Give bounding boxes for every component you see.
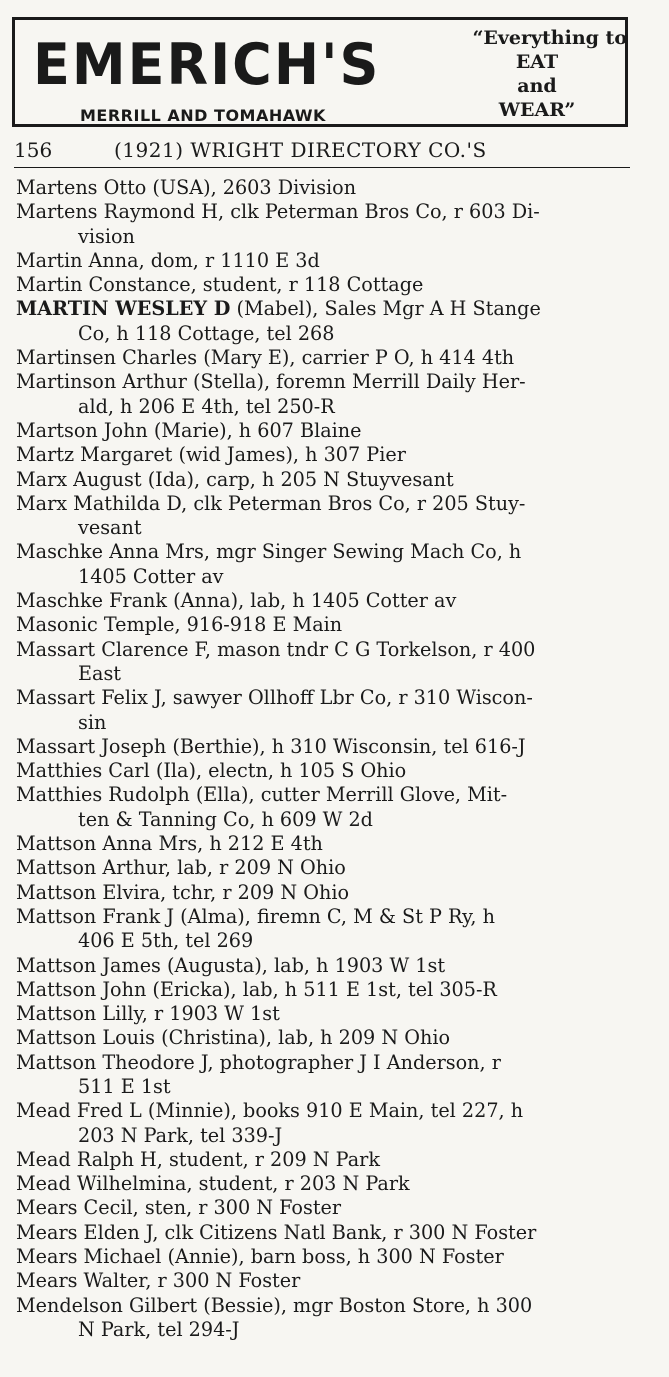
entry-line: Mattson Frank J (Alma), firemn C, M & St P Ry, h	[16, 904, 495, 928]
entry-continuation: ten & Tanning Co, h 609 W 2d	[78, 807, 373, 831]
entry-line: Maschke Anna Mrs, mgr Singer Sewing Mach Co, h	[16, 540, 522, 564]
ad-slogan	[447, 26, 627, 122]
entry-line: Mead Wilhelmina, student, r 203 N Park	[16, 1172, 410, 1196]
entry-continuation: East	[78, 661, 122, 685]
directory-entry	[16, 978, 638, 1002]
entry-line: Maschke Frank (Anna), lab, h 1405 Cotter av	[16, 589, 457, 613]
directory-entry	[16, 419, 638, 443]
directory-entry	[16, 735, 638, 759]
entry-line: Matthies Carl (Ila), electn, h 105 S Ohio	[16, 759, 407, 783]
entry-line: Matthies Rudolph (Ella), cutter Merrill Glove, Mit-	[16, 783, 508, 807]
ad-slogan-line-2: EAT	[515, 51, 559, 73]
entry-line: Marx Mathilda D, clk Peterman Bros Co, r 205 Stuy-	[16, 491, 526, 515]
entry-continuation: sin	[78, 710, 107, 734]
emerichs-advertisement	[12, 17, 628, 127]
entry-line: Mears Cecil, sten, r 300 N Foster	[16, 1196, 342, 1220]
entry-continuation: 511 E 1st	[78, 1074, 171, 1098]
entry-line: Mead Fred L (Minnie), books 910 E Main, tel 227, h	[16, 1099, 524, 1123]
directory-entry	[16, 273, 638, 297]
entry-continuation: vesant	[78, 516, 142, 540]
entry-line: Massart Clarence F, mason tndr C G Torkelson, r 400	[16, 637, 536, 661]
directory-entry	[16, 783, 638, 832]
entry-line: Martinsen Charles (Mary E), carrier P O, h 414 4th	[16, 346, 515, 370]
entry-line: MARTIN WESLEY D (Mabel), Sales Mgr A H Stange	[16, 297, 541, 321]
ad-business-name: EMERICH'S	[33, 31, 381, 98]
directory-entry	[16, 759, 638, 783]
entry-line: Martens Otto (USA), 2603 Division	[16, 176, 357, 199]
directory-entry	[16, 200, 638, 249]
directory-entry	[16, 1051, 638, 1100]
ad-slogan-line-1: “Everything to	[472, 27, 627, 49]
entry-continuation: N Park, tel 294-J	[78, 1317, 240, 1341]
entry-line: Mattson Lilly, r 1903 W 1st	[16, 1002, 280, 1026]
directory-entry	[16, 1245, 638, 1269]
directory-entry	[16, 249, 638, 273]
directory-entry	[16, 589, 638, 613]
entry-line: Martson John (Marie), h 607 Blaine	[16, 418, 362, 442]
entry-line: Massart Joseph (Berthie), h 310 Wisconsin, tel 616-J	[16, 734, 526, 758]
directory-entry	[16, 613, 638, 637]
directory-entry	[16, 370, 638, 419]
ad-location: MERRILL AND TOMAHAWK	[80, 106, 326, 125]
entry-line: Mattson John (Ericka), lab, h 511 E 1st, tel 305-R	[16, 977, 497, 1001]
entry-line: Martens Raymond H, clk Peterman Bros Co, r 603 Di-	[16, 200, 540, 224]
directory-entry	[16, 1099, 638, 1148]
entry-continuation: 406 E 5th, tel 269	[78, 929, 254, 953]
entry-line: Martz Margaret (wid James), h 307 Pier	[16, 443, 406, 467]
ad-slogan-line-3: and	[517, 75, 557, 97]
directory-entry	[16, 832, 638, 856]
entry-line: Masonic Temple, 916-918 E Main	[16, 613, 343, 637]
entry-continuation: Co, h 118 Cottage, tel 268	[78, 321, 335, 345]
entry-line: Martin Constance, student, r 118 Cottage	[16, 273, 424, 297]
entry-line: Mattson James (Augusta), lab, h 1903 W 1st	[16, 953, 446, 977]
entry-line: Mead Ralph H, student, r 209 N Park	[16, 1147, 380, 1171]
entry-continuation: 1405 Cotter av	[78, 564, 224, 588]
directory-entry	[16, 1148, 638, 1172]
directory-entry	[16, 346, 638, 370]
directory-listing	[16, 176, 638, 1342]
directory-entry	[16, 1221, 638, 1245]
entry-line: Mattson Elvira, tchr, r 209 N Ohio	[16, 880, 350, 904]
directory-entry	[16, 856, 638, 880]
directory-entry	[16, 443, 638, 467]
entry-line: Mears Michael (Annie), barn boss, h 300 N Foster	[16, 1245, 504, 1269]
directory-entry	[16, 881, 638, 905]
entry-line: Mattson Louis (Christina), lab, h 209 N Ohio	[16, 1026, 451, 1050]
entry-line: Marx August (Ida), carp, h 205 N Stuyvesant	[16, 467, 454, 491]
entry-line: Mears Walter, r 300 N Foster	[16, 1269, 301, 1293]
entry-line: Martin Anna, dom, r 1110 E 3d	[16, 248, 320, 272]
directory-entry	[16, 468, 638, 492]
directory-entry	[16, 686, 638, 735]
directory-entry	[16, 297, 638, 346]
page-header	[14, 138, 630, 168]
entry-line: Mendelson Gilbert (Bessie), mgr Boston Store, h 300	[16, 1293, 533, 1317]
directory-entry	[16, 492, 638, 541]
entry-continuation: 203 N Park, tel 339-J	[78, 1123, 283, 1147]
entry-line: Mattson Arthur, lab, r 209 N Ohio	[16, 856, 346, 880]
directory-entry	[16, 1172, 638, 1196]
entry-line: Mattson Anna Mrs, h 212 E 4th	[16, 832, 323, 856]
entry-line: Mears Elden J, clk Citizens Natl Bank, r 300 N Foster	[16, 1220, 537, 1244]
directory-entry	[16, 176, 638, 200]
directory-entry	[16, 1002, 638, 1026]
entry-continuation: ald, h 206 E 4th, tel 250-R	[78, 394, 335, 418]
directory-entry	[16, 954, 638, 978]
directory-entry	[16, 540, 638, 589]
entry-continuation: vision	[78, 224, 135, 248]
entry-line: Massart Felix J, sawyer Ollhoff Lbr Co, r 310 Wiscon-	[16, 686, 533, 710]
directory-title: (1921) WRIGHT DIRECTORY CO.'S	[114, 138, 487, 162]
ad-slogan-line-4: WEAR”	[498, 99, 576, 121]
directory-entry	[16, 1269, 638, 1293]
directory-entry	[16, 638, 638, 687]
directory-entry	[16, 1026, 638, 1050]
entry-line: Martinson Arthur (Stella), foremn Merrill Daily Her-	[16, 370, 526, 394]
directory-entry	[16, 905, 638, 954]
directory-entry	[16, 1294, 638, 1343]
directory-entry	[16, 1196, 638, 1220]
entry-line: Mattson Theodore J, photographer J I Anderson, r	[16, 1050, 501, 1074]
page-number: 156	[14, 138, 53, 162]
